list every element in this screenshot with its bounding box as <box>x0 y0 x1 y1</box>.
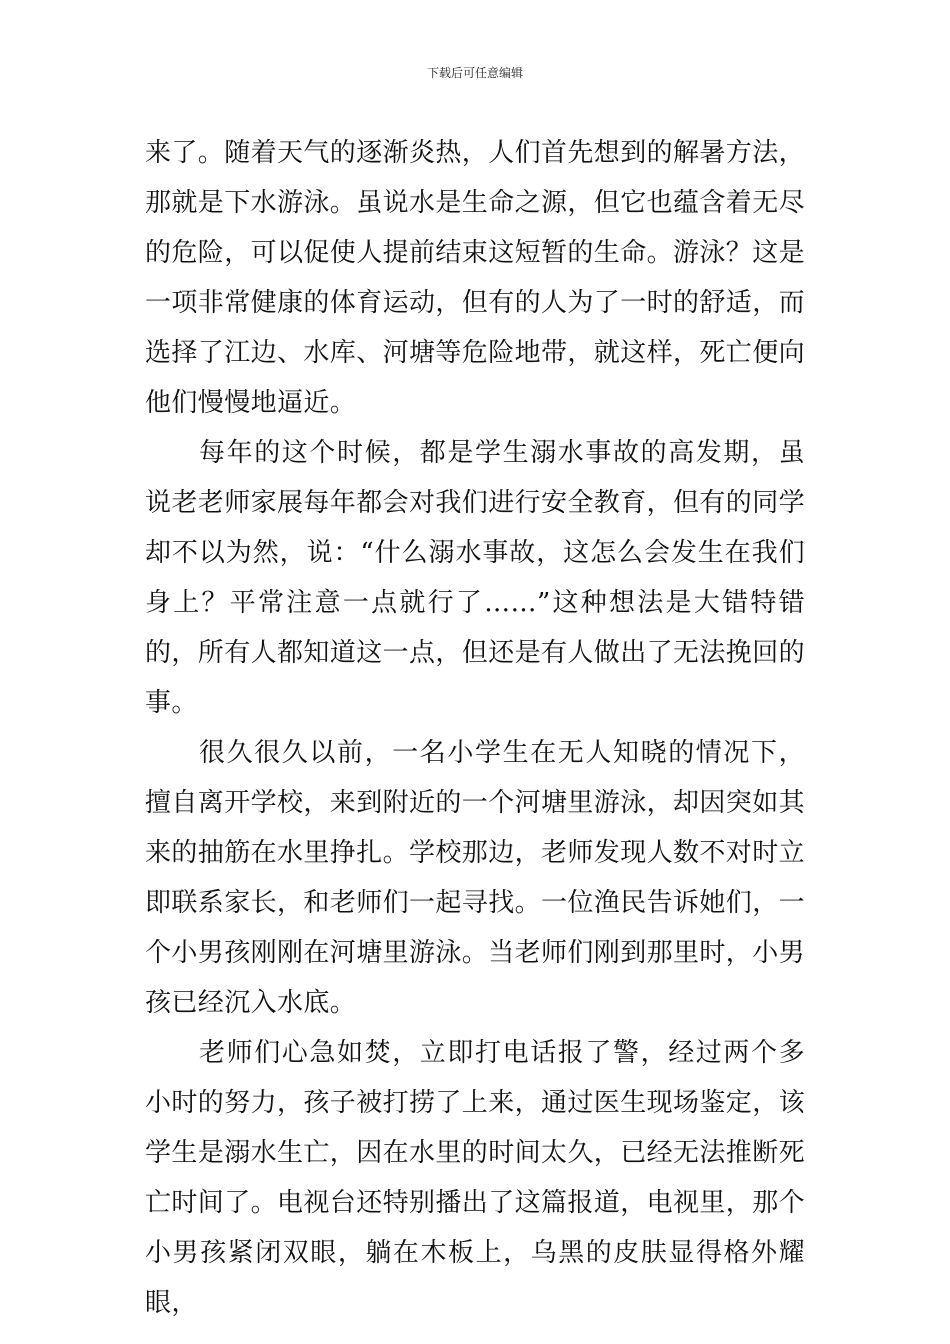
paragraph-student-story: 很久很久以前，一名小学生在无人知晓的情况下，擅自离开学校，来到附近的一个河塘里游泳，却因突如其来的抽筋在水里挣扎。学校那边，老师发现人数不对时立即联系家长，和老师们一起寻找。一位渔民告诉她们，一个小男孩刚刚在河塘里游泳。当老师们刚到那里时，小男孩已经沉入水底。 <box>145 738 806 1018</box>
page-header: 下载后可任意编辑 <box>426 66 523 80</box>
paragraph-drowning-season: 每年的这个时候，都是学生溺水事故的高发期，虽说老老师家展每年都会对我们进行安全教育，但有的同学却不以为然，说：“什么溺水事故，这怎么会发生在我们身上？平常注意一点就行了……”这种想法是大错特错的，所有人都知道这一点，但还是有人做出了无法挽回的事。 <box>145 438 806 718</box>
document-body <box>145 128 805 1328</box>
paragraph-rescue-aftermath: 老师们心急如焚，立即打电话报了警，经过两个多小时的努力，孩子被打捞了上来，通过医生现场鉴定，该学生是溺水生亡，因在水里的时间太久，已经无法推断死亡时间了。电视台还特别播出了这篇报道，电视里，那个小男孩紧闭双眼，躺在木板上，乌黑的皮肤显得格外耀眼， <box>145 1038 806 1318</box>
paragraph-continuation: 来了。随着天气的逐渐炎热，人们首先想到的解暑方法，那就是下水游泳。虽说水是生命之源，但它也蕴含着无尽的危险，可以促使人提前结束这短暂的生命。游泳？这是一项非常健康的体育运动，但有的人为了一时的舒适，而选择了江边、水库、河塘等危险地带，就这样，死亡便向他们慢慢地逼近。 <box>145 138 806 418</box>
